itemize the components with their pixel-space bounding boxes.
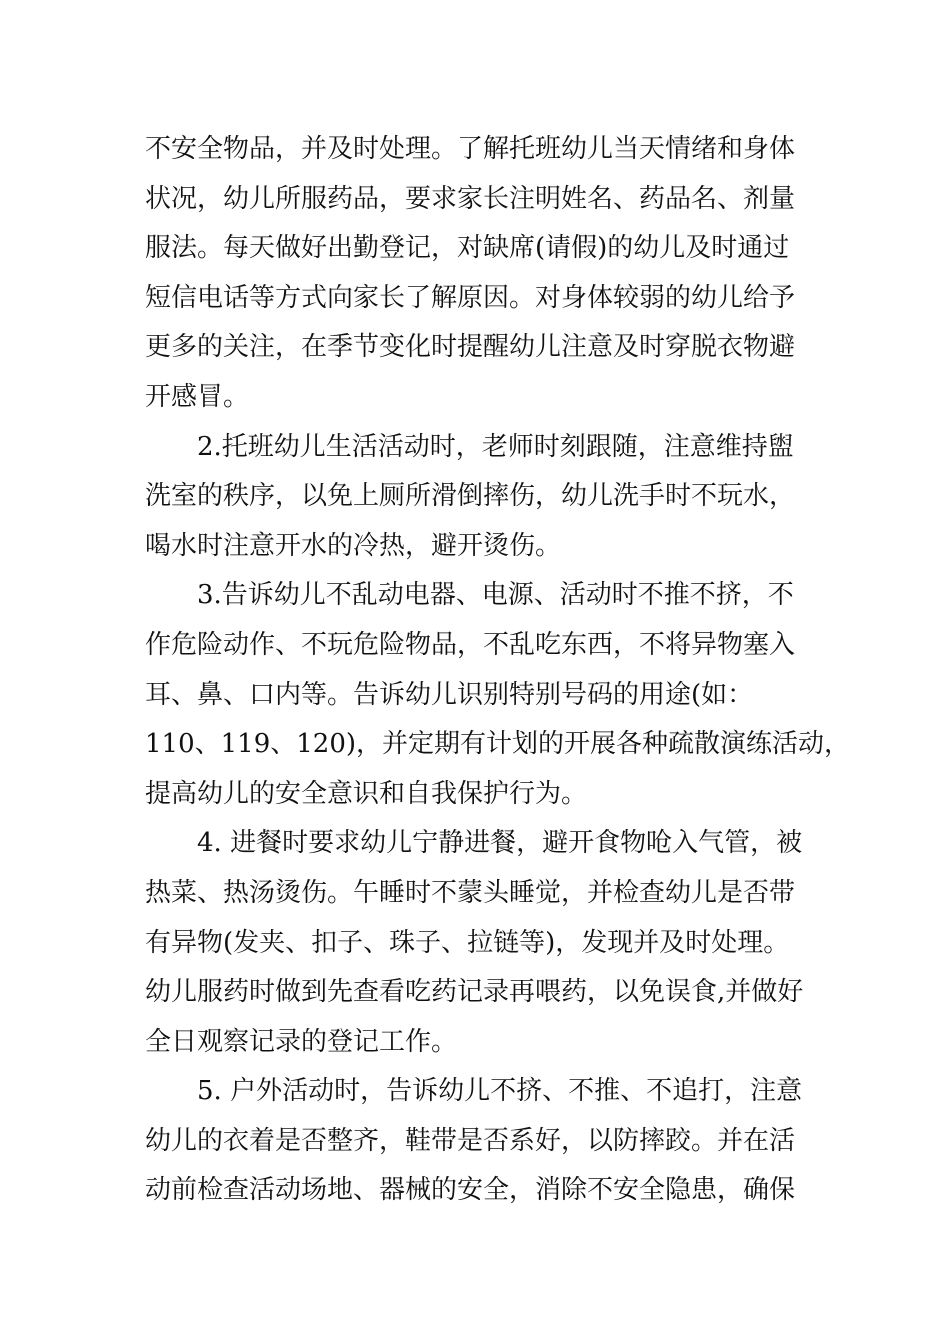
text-line: 洗室的秩序，以免上厕所滑倒摔伤，幼儿洗手时不玩水，	[145, 481, 796, 512]
paragraph-5-start: 5. 户外活动时，告诉幼儿不挤、不推、不追打，注意	[197, 1076, 803, 1107]
paragraph-3-start: 3.告诉幼儿不乱动电器、电源、活动时不推不挤，不	[197, 580, 794, 611]
body-text	[145, 125, 851, 1216]
text-line: 开感冒。	[145, 381, 250, 412]
text-line: 状况，幼儿所服药品，要求家长注明姓名、药品名、剂量	[145, 183, 796, 214]
paragraph-4-start: 4. 进餐时要求幼儿宁静进餐，避开食物呛入气管，被	[197, 828, 803, 859]
text-line: 耳、鼻、口内等。告诉幼儿识别特别号码的用途(如：	[145, 679, 754, 710]
text-line: 幼儿服药时做到先查看吃药记录再喂药，以免误食,并做好	[145, 977, 804, 1008]
text-line: 全日观察记录的登记工作。	[145, 1026, 458, 1057]
text-line: 服法。每天做好出勤登记，对缺席(请假)的幼儿及时通过	[145, 233, 790, 264]
text-line: 有异物(发夹、扣子、珠子、拉链等)，发现并及时处理。	[145, 927, 790, 958]
paragraph-2-start: 2.托班幼儿生活活动时，老师时刻跟随，注意维持盥	[197, 431, 794, 462]
text-line: 不安全物品，并及时处理。了解托班幼儿当天情绪和身体	[145, 134, 796, 164]
text-line: 提高幼儿的安全意识和自我保护行为。	[145, 778, 588, 809]
text-line: 作危险动作、不玩危险物品，不乱吃东西，不将异物塞入	[145, 629, 796, 660]
text-line: 热菜、热汤烫伤。午睡时不蒙头睡觉，并检查幼儿是否带	[145, 877, 796, 908]
text-line: 喝水时注意开水的冷热，避开烫伤。	[145, 530, 562, 561]
text-line: 更多的关注，在季节变化时提醒幼儿注意及时穿脱衣物避	[145, 332, 796, 363]
text-line: 短信电话等方式向家长了解原因。对身体较弱的幼儿给予	[145, 282, 796, 313]
text-line: 110、119、120)，并定期有计划的开展各种疏散演练活动，	[145, 729, 851, 760]
text-line: 幼儿的衣着是否整齐，鞋带是否系好，以防摔跤。并在活	[145, 1125, 796, 1156]
text-line: 动前检查活动场地、器械的安全，消除不安全隐患，确保	[145, 1175, 796, 1206]
